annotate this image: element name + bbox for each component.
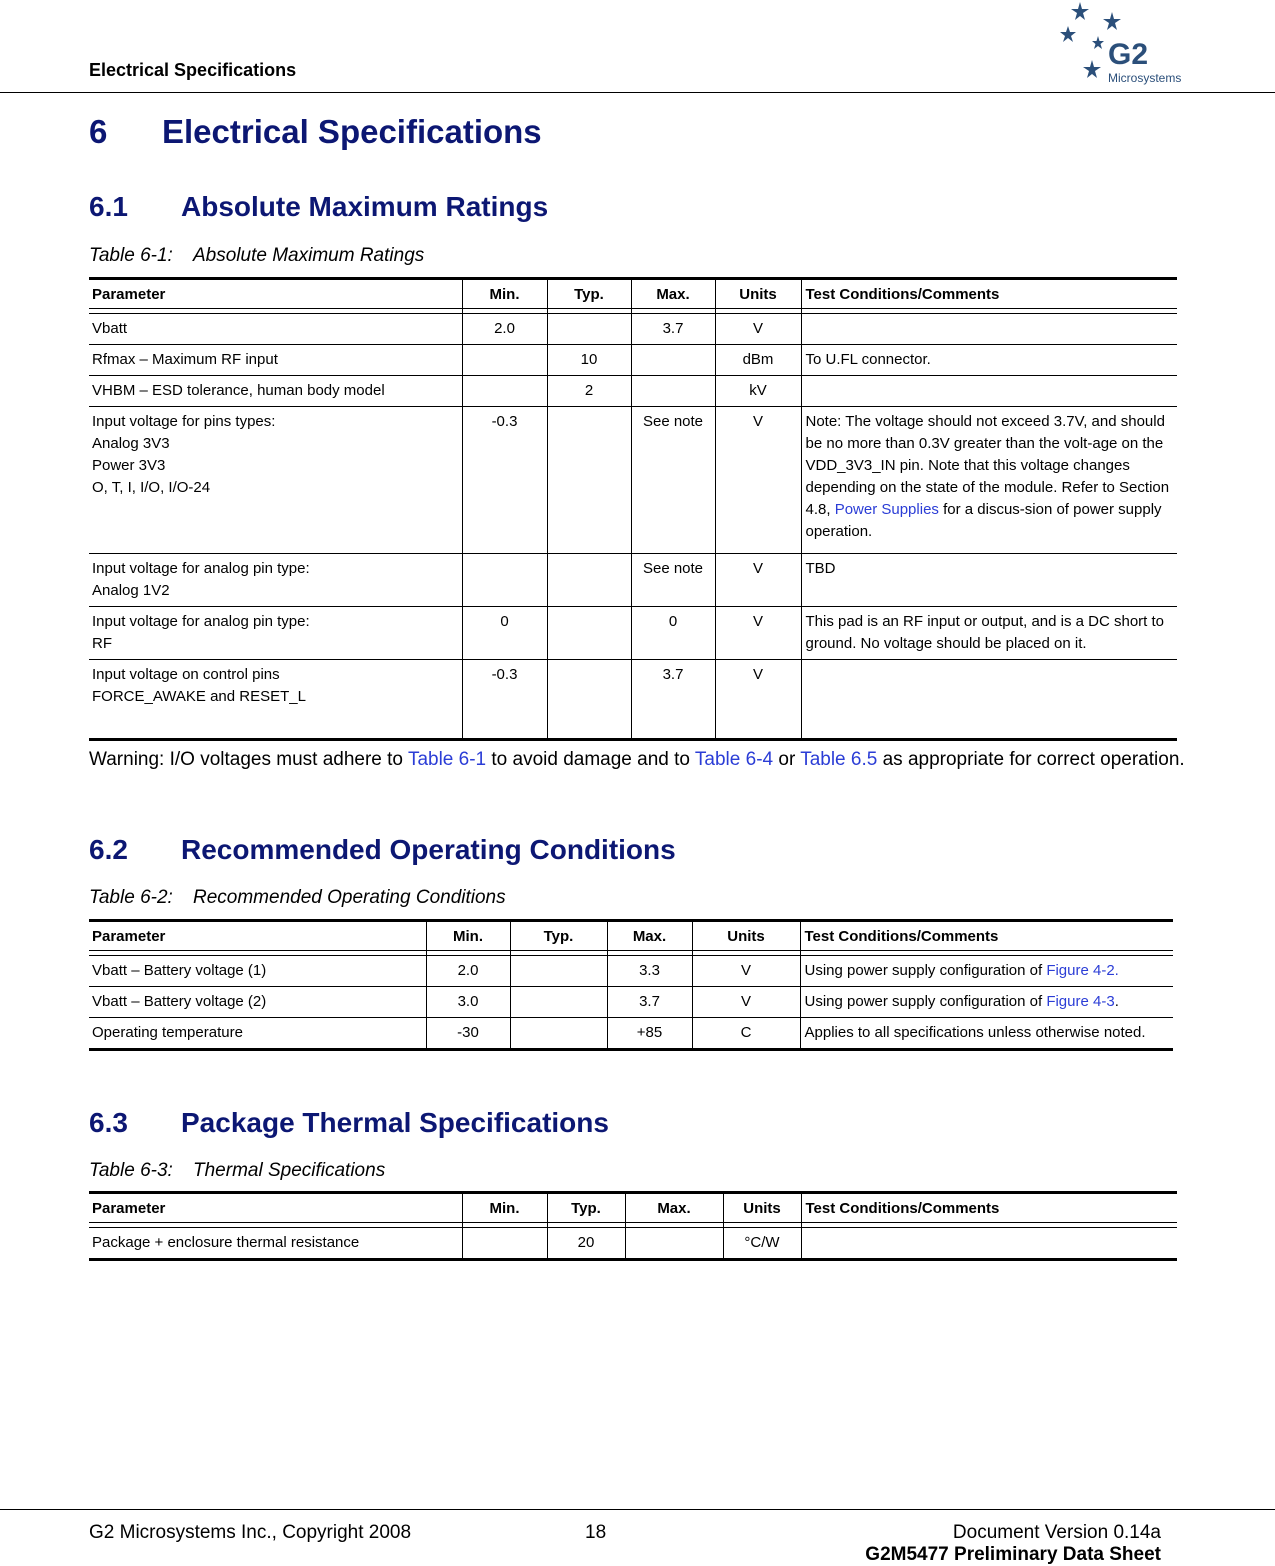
running-header: Electrical Specifications	[89, 60, 297, 80]
typ-cell	[547, 660, 631, 740]
param-cell: Rfmax – Maximum RF input	[89, 345, 462, 376]
section-6-1-heading: 6.1 Absolute Maximum Ratings	[89, 191, 549, 222]
col-header-min: Min.	[462, 279, 547, 309]
param-line: Input voltage on control pins	[92, 666, 280, 683]
max-cell: 3.7	[631, 314, 715, 345]
param-cell	[89, 607, 462, 660]
col-header-comments: Test Conditions/Comments	[800, 921, 1173, 951]
units-cell: V	[715, 554, 801, 607]
min-cell	[462, 376, 547, 407]
param-line: Input voltage for analog pin type:	[92, 613, 310, 630]
logo-mark: G2	[1108, 38, 1149, 71]
col-header-units: Units	[715, 279, 801, 309]
units-cell: V	[692, 956, 800, 987]
units-cell: dBm	[715, 345, 801, 376]
typ-cell	[547, 314, 631, 345]
max-cell: 3.7	[631, 660, 715, 740]
max-cell	[631, 376, 715, 407]
min-cell: 3.0	[426, 987, 510, 1018]
table-row	[89, 376, 1177, 407]
param-line: O, T, I, I/O, I/O-24	[92, 479, 211, 496]
absolute-max-ratings-table	[89, 277, 1177, 741]
units-cell: C	[692, 1018, 800, 1050]
param-cell: VHBM – ESD tolerance, human body model	[89, 376, 462, 407]
min-cell: -0.3	[462, 407, 547, 554]
document-version: Document Version 0.14a	[952, 1522, 1161, 1543]
table-row	[89, 987, 1173, 1018]
comment-cell	[801, 376, 1177, 407]
param-cell: Vbatt – Battery voltage (2)	[89, 987, 426, 1018]
table-header-row	[89, 279, 1177, 309]
footer-rule	[0, 1509, 1275, 1510]
typ-cell: 10	[547, 345, 631, 376]
table-6-2-caption: Table 6-2: Recommended Operating Conditions	[89, 887, 506, 908]
col-header-units: Units	[723, 1193, 801, 1223]
param-line: Input voltage for pins types:	[92, 413, 276, 430]
thermal-specifications-table	[89, 1191, 1177, 1261]
col-header-parameter: Parameter	[89, 921, 426, 951]
chapter-heading: 6 Electrical Specifications	[89, 113, 542, 150]
param-cell	[89, 554, 462, 607]
table-row	[89, 660, 1177, 740]
col-header-typ: Typ.	[510, 921, 607, 951]
col-header-min: Min.	[462, 1193, 547, 1223]
param-line: Input voltage for analog pin type:	[92, 560, 310, 577]
document-title: G2M5477 Preliminary Data Sheet	[865, 1544, 1161, 1565]
comment-cell	[801, 314, 1177, 345]
comment-cell: TBD	[801, 554, 1177, 607]
param-cell: Vbatt	[89, 314, 462, 345]
param-line: Analog 1V2	[92, 582, 170, 599]
figure-4-2-link[interactable]: Figure 4-2.	[1046, 962, 1119, 979]
logo-subtitle: Microsystems	[1108, 71, 1182, 85]
page-number: 18	[585, 1522, 607, 1543]
typ-cell	[547, 407, 631, 554]
param-line: Power 3V3	[92, 457, 166, 474]
col-header-typ: Typ.	[547, 279, 631, 309]
param-cell	[89, 660, 462, 740]
comment-cell	[801, 1228, 1177, 1260]
typ-cell	[510, 1018, 607, 1050]
comment-cell: To U.FL connector.	[801, 345, 1177, 376]
power-supplies-link[interactable]: Power Supplies	[834, 501, 939, 518]
param-line: Analog 3V3	[92, 435, 170, 452]
table-row	[89, 345, 1177, 376]
min-cell	[462, 554, 547, 607]
units-cell: kV	[715, 376, 801, 407]
col-header-max: Max.	[625, 1193, 723, 1223]
max-cell	[631, 345, 715, 376]
max-cell: See note	[631, 407, 715, 554]
comment-cell: Using power supply configuration of Figure 4-2.	[800, 956, 1173, 987]
comment-cell: Note: The voltage should not exceed 3.7V, and should be no more than 0.3V greater than the volt-age on the VDD_3V3_IN pin. Note that this voltage changes depending on the state of the module. Refer to Section 4.8, Power Supplies for a discus-sion of power supply operation.	[801, 407, 1177, 554]
min-cell: -30	[426, 1018, 510, 1050]
typ-cell	[510, 956, 607, 987]
table-header-row	[89, 921, 1173, 951]
typ-cell: 2	[547, 376, 631, 407]
figure-4-3-link[interactable]: Figure 4-3	[1046, 993, 1115, 1010]
table-header-row	[89, 1193, 1177, 1223]
table-row	[89, 314, 1177, 345]
section-6-3-heading: 6.3 Package Thermal Specifications	[89, 1107, 609, 1138]
max-cell: 3.7	[607, 987, 692, 1018]
table-6-1-caption: Table 6-1: Absolute Maximum Ratings	[89, 245, 425, 266]
units-cell: V	[715, 660, 801, 740]
max-cell: See note	[631, 554, 715, 607]
col-header-typ: Typ.	[547, 1193, 625, 1223]
min-cell: 0	[462, 607, 547, 660]
param-line: FORCE_AWAKE and RESET_L	[92, 688, 306, 705]
col-header-units: Units	[692, 921, 800, 951]
param-cell: Package + enclosure thermal resistance	[89, 1228, 462, 1260]
max-cell	[625, 1228, 723, 1260]
col-header-comments: Test Conditions/Comments	[801, 1193, 1177, 1223]
col-header-parameter: Parameter	[89, 1193, 462, 1223]
typ-cell	[510, 987, 607, 1018]
col-header-min: Min.	[426, 921, 510, 951]
table-row	[89, 407, 1177, 554]
table-row	[89, 1018, 1173, 1050]
max-cell: 0	[631, 607, 715, 660]
min-cell	[462, 1228, 547, 1260]
table-6-5-link[interactable]: Table 6.5	[800, 749, 878, 770]
comment-cell: Applies to all specifications unless otherwise noted.	[800, 1018, 1173, 1050]
units-cell: V	[715, 407, 801, 554]
units-cell: V	[715, 607, 801, 660]
max-cell: 3.3	[607, 956, 692, 987]
table-row	[89, 554, 1177, 607]
units-cell: V	[692, 987, 800, 1018]
table-6-3-caption: Table 6-3: Thermal Specifications	[89, 1160, 386, 1181]
col-header-max: Max.	[607, 921, 692, 951]
comment-cell	[801, 660, 1177, 740]
units-cell: °C/W	[723, 1228, 801, 1260]
typ-cell: 20	[547, 1228, 625, 1260]
g2-logo	[1050, 0, 1190, 90]
section-6-2-heading: 6.2 Recommended Operating Conditions	[89, 834, 676, 865]
header-rule	[0, 92, 1275, 93]
table-row	[89, 956, 1173, 987]
footer-copyright: G2 Microsystems Inc., Copyright 2008	[89, 1522, 412, 1543]
param-line: RF	[92, 635, 112, 652]
typ-cell	[547, 554, 631, 607]
units-cell: V	[715, 314, 801, 345]
param-cell	[89, 407, 462, 554]
warning-paragraph: Warning: I/O voltages must adhere to Table 6-1 to avoid damage and to Table 6-4 or Table 6.5 as appropriate for correct operation.	[89, 749, 1185, 770]
table-row	[89, 607, 1177, 660]
min-cell: -0.3	[462, 660, 547, 740]
table-row	[89, 1228, 1177, 1260]
min-cell: 2.0	[426, 956, 510, 987]
param-cell: Vbatt – Battery voltage (1)	[89, 956, 426, 987]
comment-cell: This pad is an RF input or output, and is a DC short to ground. No voltage should be placed on it.	[801, 607, 1177, 660]
min-cell	[462, 345, 547, 376]
max-cell: +85	[607, 1018, 692, 1050]
col-header-comments: Test Conditions/Comments	[801, 279, 1177, 309]
col-header-max: Max.	[631, 279, 715, 309]
recommended-operating-conditions-table	[89, 919, 1173, 1051]
param-cell: Operating temperature	[89, 1018, 426, 1050]
table-6-1-link[interactable]: Table 6-1	[407, 749, 487, 770]
table-6-4-link[interactable]: Table 6-4	[694, 749, 774, 770]
col-header-parameter: Parameter	[89, 279, 462, 309]
comment-cell: Using power supply configuration of Figure 4-3.	[800, 987, 1173, 1018]
typ-cell	[547, 607, 631, 660]
min-cell: 2.0	[462, 314, 547, 345]
